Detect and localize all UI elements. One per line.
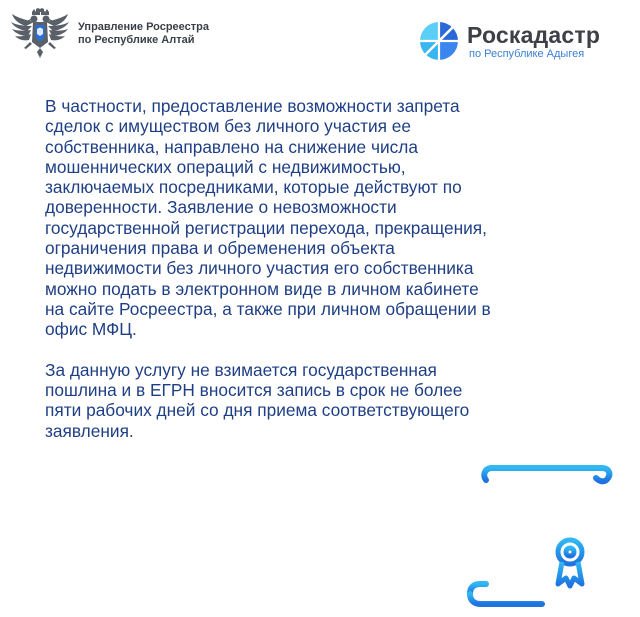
main-text xyxy=(45,96,605,441)
roskadastr-header xyxy=(418,20,600,62)
roskadastr-region: по Республике Адыгея xyxy=(469,47,585,60)
rosreestr-title: Управление Росреестра xyxy=(78,21,209,33)
roskadastr-title: Роскадастр xyxy=(467,21,601,48)
paragraph-2: За данную услугу не взимается государственная пошлина и в ЕГРН вносится запись в срок не более пяти рабочих дней со дня приема соответствующего заявления. xyxy=(45,359,470,441)
eagle-emblem-icon xyxy=(10,8,70,60)
roskadastr-logo-icon xyxy=(418,20,460,62)
rosreestr-header xyxy=(10,8,209,60)
paragraph-1: В частности, предоставление возможности запрета сделок с имуществом без личного участия ее собственника, направлено на снижение числа мошеннических операций с недвижимостью, заключаемых посредниками, которые действуют по доверенности. Заявление о невозможности государственной регистрации перехода, прекращения, ограничения права и обременения объекта недвижимости без личного участия его собственника можно подать в электронном виде в личном кабинете на сайте Росреестра, а также при личном обращении в офис МФЦ. xyxy=(45,96,491,340)
document-certificate-icon xyxy=(464,458,614,608)
rosreestr-region: по Республике Алтай xyxy=(78,34,195,46)
